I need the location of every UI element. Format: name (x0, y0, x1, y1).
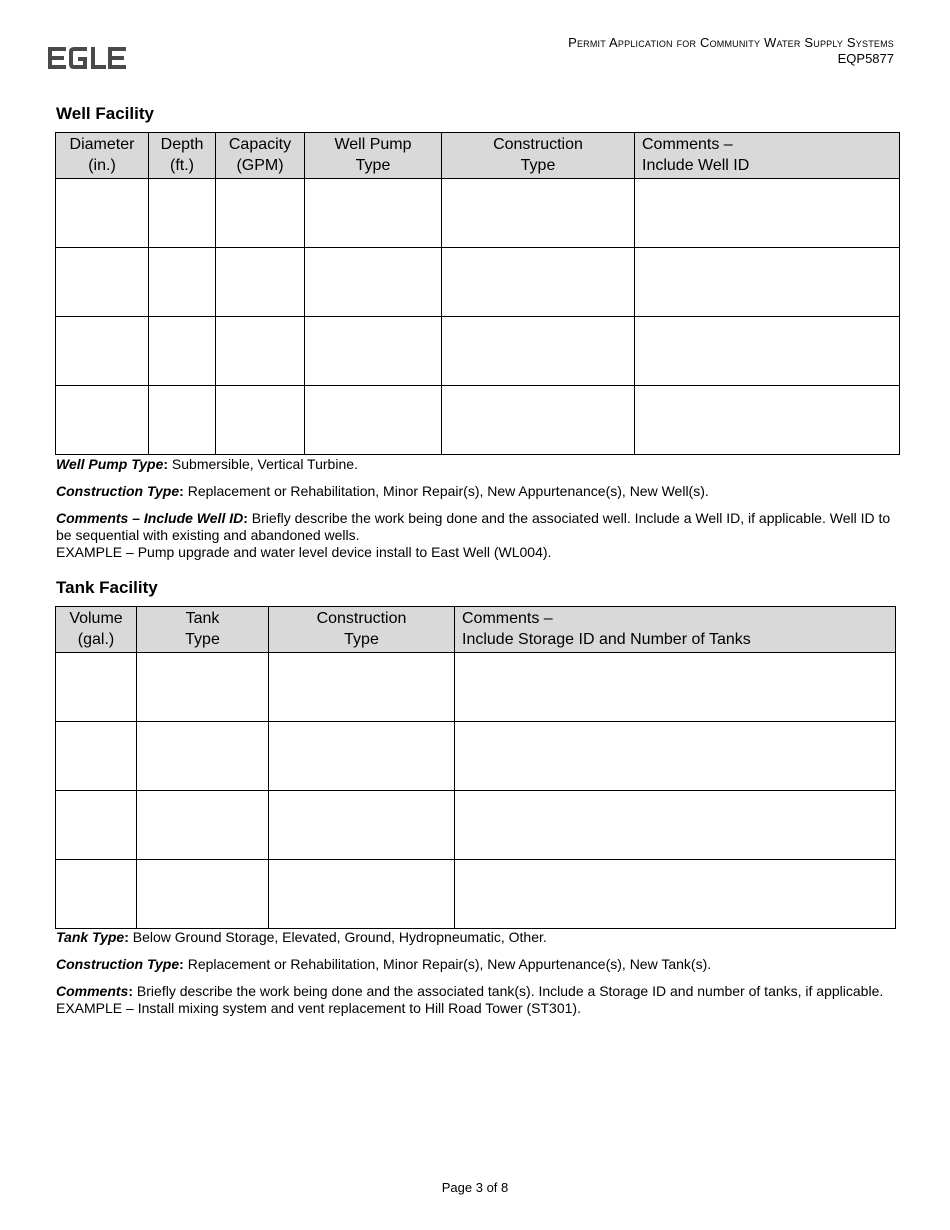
table-cell[interactable] (635, 248, 900, 317)
page-number: Page 3 of 8 (441, 1180, 509, 1195)
table-cell[interactable] (305, 386, 442, 455)
form-id: EQP5877 (837, 51, 894, 66)
well-facility-title: Well Facility (56, 104, 154, 123)
table-row (56, 791, 896, 860)
table-row (56, 248, 900, 317)
table-cell[interactable] (269, 860, 455, 929)
table-cell[interactable] (305, 179, 442, 248)
table-cell[interactable] (216, 248, 305, 317)
table-cell[interactable] (635, 317, 900, 386)
column-header-tank-type: Tank Type (137, 607, 269, 653)
well-example: EXAMPLE – Pump upgrade and water level device install to East Well (WL004). (56, 544, 552, 560)
column-header-construction-type: Construction Type (442, 133, 635, 179)
column-header-depth: Depth (ft.) (149, 133, 216, 179)
table-cell[interactable] (56, 179, 149, 248)
table-row (56, 653, 896, 722)
table-cell[interactable] (56, 653, 137, 722)
column-header-comments: Comments – Include Well ID (635, 133, 900, 179)
table-cell[interactable] (442, 386, 635, 455)
table-cell[interactable] (269, 722, 455, 791)
tank-notes (56, 929, 906, 1027)
table-cell[interactable] (269, 791, 455, 860)
well-comments-note: Comments – Include Well ID: Briefly describe the work being done and the associated well. Include a Well ID, if applicable. Well ID to be sequential with existing and abandoned wells. EXAMPLE – Pump upgrade and water level device install to East Well (WL004). (56, 510, 891, 560)
table-cell[interactable] (137, 722, 269, 791)
table-cell[interactable] (56, 386, 149, 455)
table-cell[interactable] (56, 722, 137, 791)
table-cell[interactable] (635, 386, 900, 455)
form-title: Permit Application for Community Water Supply Systems (568, 35, 894, 50)
table-cell[interactable] (56, 860, 137, 929)
column-header-well-pump-type: Well Pump Type (305, 133, 442, 179)
table-cell[interactable] (149, 386, 216, 455)
column-header-comments: Comments – Include Storage ID and Number of Tanks (455, 607, 896, 653)
table-cell[interactable] (305, 248, 442, 317)
table-cell[interactable] (149, 248, 216, 317)
table-cell[interactable] (137, 653, 269, 722)
table-cell[interactable] (442, 179, 635, 248)
table-cell[interactable] (305, 317, 442, 386)
table-header-row (56, 133, 900, 179)
table-cell[interactable] (149, 179, 216, 248)
table-cell[interactable] (455, 791, 896, 860)
table-cell[interactable] (137, 791, 269, 860)
table-row (56, 722, 896, 791)
tank-example: EXAMPLE – Install mixing system and vent replacement to Hill Road Tower (ST301). (56, 1000, 581, 1016)
table-cell[interactable] (455, 860, 896, 929)
page-header (568, 35, 894, 67)
table-cell[interactable] (216, 179, 305, 248)
table-cell[interactable] (269, 653, 455, 722)
table-cell[interactable] (455, 722, 896, 791)
column-header-capacity: Capacity (GPM) (216, 133, 305, 179)
table-row (56, 386, 900, 455)
well-construction-type-note: Construction Type: Replacement or Rehabilitation, Minor Repair(s), New Appurtenance(s), New Well(s). (56, 483, 709, 499)
tank-facility-table (55, 606, 896, 929)
tank-type-note: Tank Type: Below Ground Storage, Elevated, Ground, Hydropneumatic, Other. (56, 929, 547, 945)
table-cell[interactable] (216, 317, 305, 386)
table-cell[interactable] (442, 317, 635, 386)
well-facility-table (55, 132, 900, 455)
table-cell[interactable] (216, 386, 305, 455)
table-row (56, 179, 900, 248)
table-cell[interactable] (635, 179, 900, 248)
column-header-volume: Volume (gal.) (56, 607, 137, 653)
tank-facility-title: Tank Facility (56, 578, 158, 597)
egle-logo (47, 44, 127, 72)
column-header-diameter: Diameter (in.) (56, 133, 149, 179)
well-pump-type-note: Well Pump Type: Submersible, Vertical Turbine. (56, 456, 358, 472)
table-header-row (56, 607, 896, 653)
table-cell[interactable] (56, 248, 149, 317)
table-row (56, 317, 900, 386)
table-cell[interactable] (56, 791, 137, 860)
table-cell[interactable] (56, 317, 149, 386)
table-cell[interactable] (137, 860, 269, 929)
column-header-construction-type: Construction Type (269, 607, 455, 653)
tank-comments-note: Comments: Briefly describe the work being done and the associated tank(s). Include a Storage ID and number of tanks, if applicable. EXAMPLE – Install mixing system and vent replacement to Hill Road Tower (ST301). (56, 983, 884, 1016)
table-cell[interactable] (455, 653, 896, 722)
table-cell[interactable] (149, 317, 216, 386)
table-cell[interactable] (442, 248, 635, 317)
tank-construction-type-note: Construction Type: Replacement or Rehabilitation, Minor Repair(s), New Appurtenance(s), New Tank(s). (56, 956, 712, 972)
table-row (56, 860, 896, 929)
well-notes (56, 456, 906, 571)
svg-text:EGLE: EGLE (47, 44, 50, 45)
